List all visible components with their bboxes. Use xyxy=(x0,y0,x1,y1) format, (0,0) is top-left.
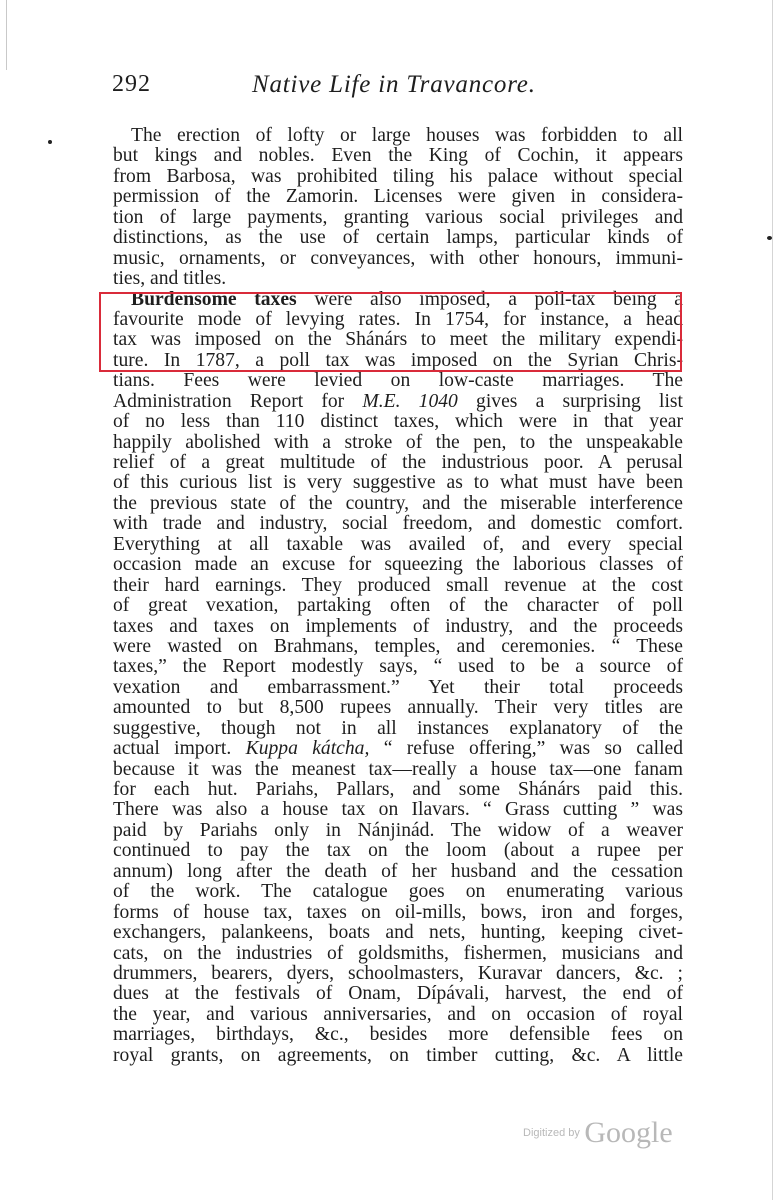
text-line: royal grants, on agreements, on timber cutting, &c. A little xyxy=(113,1044,683,1066)
google-logo-text: Google xyxy=(584,1116,673,1149)
text-line: taxes,” the Report modestly says, “ used to be a source of xyxy=(113,656,683,678)
text-line: ties, and titles. xyxy=(113,268,227,290)
text-line: were wasted on Brahmans, temples, and ceremonies. “ These xyxy=(113,635,683,657)
text-line: with trade and industry, social freedom, and domestic comfort. xyxy=(113,513,683,535)
running-title: Native Life in Travancore. xyxy=(252,71,536,98)
text-run: gives a surprising list xyxy=(457,390,683,412)
page-number: 292 xyxy=(112,71,151,97)
text-line: occasion made an excuse for squeezing the laborious classes of xyxy=(113,554,683,576)
italic-run: M.E. 1040 xyxy=(362,390,458,412)
text-line: tians. Fees were levied on low-caste marriages. The xyxy=(113,370,683,392)
scan-edge-right xyxy=(772,0,773,1200)
text-line: for each hut. Pariahs, Pallars, and some Shánárs paid this. xyxy=(113,779,683,800)
digitized-by-label: Digitized by xyxy=(523,1127,580,1139)
text-line: forms of house tax, taxes on oil-mills, bows, iron and forges, xyxy=(113,901,683,923)
text-run: actual import. xyxy=(113,738,246,760)
scan-edge-left xyxy=(6,0,7,70)
text-line: favourite mode of levying rates. In 1754, for instance, a head xyxy=(113,308,683,330)
text-line: Everything at all taxable was availed of, and every special xyxy=(113,533,683,555)
highlight-box xyxy=(99,292,682,372)
text-run: “ refuse offering,” was so called xyxy=(369,738,684,760)
text-line xyxy=(113,392,683,412)
text-run: Administration Report for xyxy=(113,390,363,412)
text-line: from Barbosa, was prohibited tiling his palace without special xyxy=(113,165,683,187)
text-line: of no less than 110 distinct taxes, which were in that year xyxy=(113,411,683,433)
text-line: the year, and various anniversaries, and on occasion of royal xyxy=(113,1003,683,1025)
text-line: happily abolished with a stroke of the pen, to the unspeakable xyxy=(113,431,683,453)
text-line: tax was imposed on the Shánárs to meet the military expendi- xyxy=(113,329,683,351)
scan-speck xyxy=(48,140,52,144)
text-run: were also imposed, a poll-tax being a xyxy=(296,288,683,310)
text-line: ture. In 1787, a poll tax was imposed on the Syrian Chris- xyxy=(113,349,683,371)
text-line: marriages, birthdays, &c., besides more defensible fees on xyxy=(113,1024,683,1046)
body-text xyxy=(113,126,683,1066)
text-line: their hard earnings. They produced small revenue at the cost xyxy=(113,574,683,596)
text-line: distinctions, as the use of certain lamps, particular kinds of xyxy=(113,227,683,249)
text-line xyxy=(113,739,683,759)
text-line: continued to pay the tax on the loom (about a rupee per xyxy=(113,840,683,862)
text-line: of great vexation, partaking often of the character of poll xyxy=(113,595,683,617)
text-line: permission of the Zamorin. Licenses were given in considera- xyxy=(113,186,683,208)
text-line: because it was the meanest tax—really a house tax—one fanam xyxy=(113,758,683,780)
text-line: drummers, bearers, dyers, schoolmasters, Kuravar dancers, &c. ; xyxy=(113,962,683,984)
text-line: taxes and taxes on implements of industry, and the proceeds xyxy=(113,615,683,637)
text-line: of the work. The catalogue goes on enumerating various xyxy=(113,881,683,903)
text-line: amounted to but 8,500 rupees annually. Their very titles are xyxy=(113,697,683,719)
text-line: exchangers, palankeens, boats and nets, hunting, keeping civet- xyxy=(113,922,683,944)
bold-phrase: Burdensome taxes xyxy=(131,288,297,310)
running-header xyxy=(112,71,682,103)
text-line: the previous state of the country, and the miserable interference xyxy=(113,492,683,514)
text-line: dues at the festivals of Onam, Dípávali, harvest, the end of xyxy=(113,983,683,1005)
text-line: but kings and nobles. Even the King of Cochin, it appears xyxy=(113,145,683,167)
text-line: tion of large payments, granting various social privileges and xyxy=(113,206,683,228)
scan-speck xyxy=(767,236,772,240)
text-line: music, ornaments, or conveyances, with other honours, immuni- xyxy=(113,247,683,269)
text-line: There was also a house tax on Ilavars. “ Grass cutting ” was xyxy=(113,799,683,821)
text-line: relief of a great multitude of the industrious poor. A perusal xyxy=(113,452,683,473)
digitized-watermark xyxy=(523,1116,673,1150)
text-line: cats, on the industries of goldsmiths, fishermen, musicians and xyxy=(113,942,683,964)
text-line: of this curious list is very suggestive as to what must have been xyxy=(113,472,683,494)
italic-run: Kuppa kátcha, xyxy=(245,738,370,760)
text-line: suggestive, though not in all instances explanatory of the xyxy=(113,717,683,739)
text-line: paid by Pariahs only in Nánjinád. The widow of a weaver xyxy=(113,819,683,841)
text-line: The erection of lofty or large houses was forbidden to all xyxy=(131,125,683,146)
text-line: vexation and embarrassment.” Yet their total proceeds xyxy=(113,676,683,698)
text-line: annum) long after the death of her husband and the cessation xyxy=(113,860,683,882)
